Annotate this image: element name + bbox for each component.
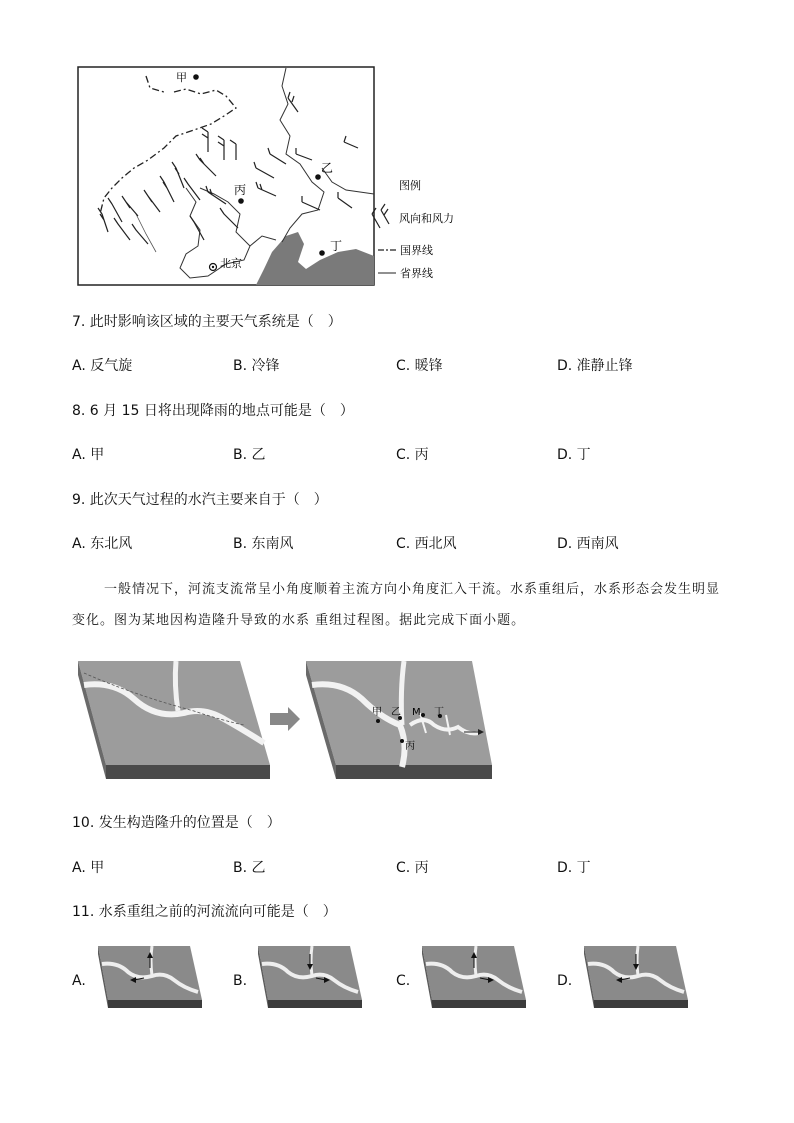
- transition-arrow-icon: [270, 707, 300, 731]
- block-label-bing: 丙: [405, 741, 415, 752]
- q11-option-a-label[interactable]: A.: [72, 973, 86, 989]
- legend-title: 图例: [399, 179, 421, 192]
- q11-option-b-label[interactable]: B.: [233, 973, 248, 989]
- legend-national: 国界线: [400, 244, 433, 257]
- q11-option-d-image[interactable]: [580, 942, 692, 1014]
- weather-map-figure: [76, 64, 476, 290]
- point-ding: [319, 250, 325, 256]
- q10-option-a[interactable]: A. 甲: [72, 860, 105, 876]
- q9-option-d[interactable]: D. 西南风: [557, 536, 619, 552]
- q8-option-c[interactable]: C. 丙: [396, 447, 429, 463]
- point-yi: [315, 174, 321, 180]
- passage-line-1: 一般情况下，河流支流常呈小角度顺着主流方向小角度汇入干流。水系重组后，水系形态会发生明显: [104, 582, 721, 597]
- q9-option-b[interactable]: B. 东南风: [233, 536, 294, 552]
- passage-line-2: 变化。图为某地因构造隆升导致的水系 重组过程图。据此完成下面小题。: [72, 613, 526, 628]
- block-label-jia: 甲: [372, 707, 382, 718]
- block-label-yi: 乙: [391, 707, 401, 718]
- q10-option-c[interactable]: C. 丙: [396, 860, 429, 876]
- label-yi: 乙: [321, 161, 334, 175]
- block-after: [306, 661, 492, 779]
- river-reorganization-figure: [74, 655, 494, 785]
- label-bing: 丙: [234, 183, 247, 197]
- question-11-stem: 11. 水系重组之前的河流流向可能是（ ）: [72, 904, 337, 920]
- q7-option-b[interactable]: B. 冷锋: [233, 358, 280, 374]
- weather-map: [76, 64, 476, 290]
- point-bing: [238, 198, 244, 204]
- legend-provincial: 省界线: [400, 267, 433, 280]
- block-before: [78, 661, 270, 779]
- q8-option-a[interactable]: A. 甲: [72, 447, 105, 463]
- label-beijing: 北京: [220, 257, 242, 270]
- label-jia: 甲: [176, 71, 187, 84]
- legend-wind-icon: [381, 204, 389, 224]
- label-ding: 丁: [330, 239, 343, 253]
- q7-option-c[interactable]: C. 暖锋: [396, 358, 443, 374]
- q7-option-a[interactable]: A. 反气旋: [72, 358, 133, 374]
- point-jia: [193, 74, 199, 80]
- q7-option-d[interactable]: D. 准静止锋: [557, 358, 633, 374]
- block-label-ding: 丁: [434, 707, 444, 718]
- q11-option-d-label[interactable]: D.: [557, 973, 573, 989]
- q10-option-b[interactable]: B. 乙: [233, 860, 266, 876]
- q11-option-c-image[interactable]: [418, 942, 530, 1014]
- q9-option-c[interactable]: C. 西北风: [396, 536, 457, 552]
- legend-wind: 风向和风力: [399, 212, 454, 225]
- q11-option-c-label[interactable]: C.: [396, 973, 411, 989]
- q11-option-a-image[interactable]: [94, 942, 206, 1014]
- question-9-stem: 9. 此次天气过程的水汽主要来自于（ ）: [72, 492, 328, 508]
- q11-option-b-image[interactable]: [254, 942, 366, 1014]
- q10-option-d[interactable]: D. 丁: [557, 860, 591, 876]
- question-8-stem: 8. 6 月 15 日将出现降雨的地点可能是（ ）: [72, 403, 354, 419]
- question-7-stem: 7. 此时影响该区域的主要天气系统是（ ）: [72, 314, 342, 330]
- q9-option-a[interactable]: A. 东北风: [72, 536, 133, 552]
- q8-option-b[interactable]: B. 乙: [233, 447, 266, 463]
- block-label-m: M: [412, 707, 421, 718]
- question-10-stem: 10. 发生构造隆升的位置是（ ）: [72, 815, 281, 831]
- q8-option-d[interactable]: D. 丁: [557, 447, 591, 463]
